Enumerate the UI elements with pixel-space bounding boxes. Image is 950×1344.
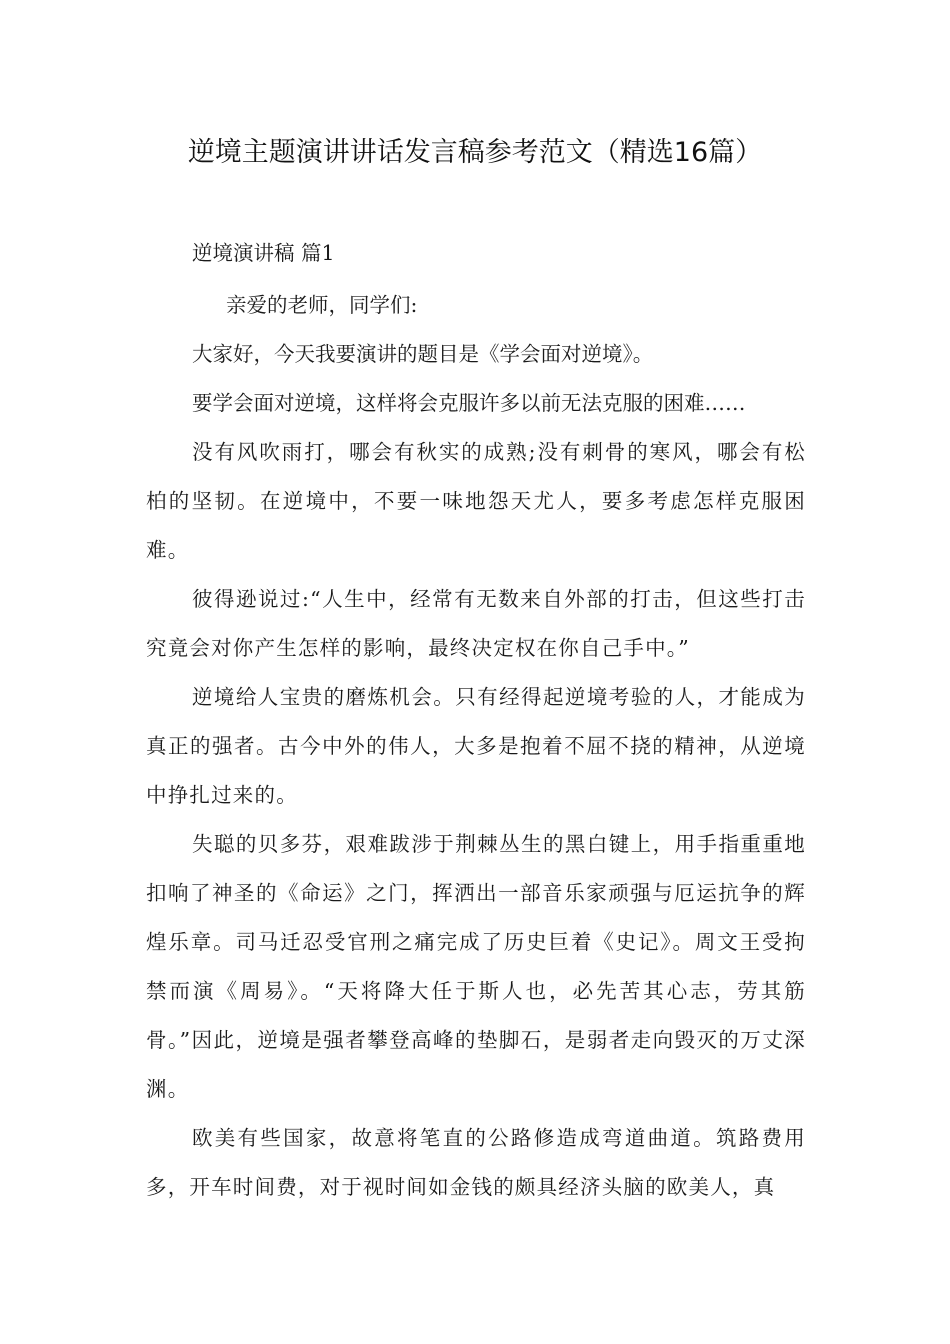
document-body (146, 235, 806, 1212)
document-title: 逆境主题演讲讲话发言稿参考范文（精选16篇） (187, 137, 763, 168)
paragraph: 欧美有些国家，故意将笔直的公路修造成弯道曲道。筑路费用多，开车时间费，对于视时间如金钱的颇具经济头脑的欧美人，真 (146, 1126, 806, 1199)
greeting-line: 亲爱的老师，同学们: (226, 293, 418, 317)
intro-line: 大家好，今天我要演讲的题目是《学会面对逆境》。 (192, 342, 654, 366)
paragraph: 彼得逊说过:“人生中，经常有无数来自外部的打击，但这些打击究竟会对你产生怎样的影响，最终决定权在你自己手中。” (146, 587, 806, 660)
section-heading: 逆境演讲稿 篇1 (192, 241, 335, 265)
lead-line: 要学会面对逆境，这样将会克服许多以前无法克服的困难…… (192, 391, 746, 415)
paragraph: 失聪的贝多芬，艰难跋涉于荆棘丛生的黑白键上，用手指重重地扣响了神圣的《命运》之门，挥洒出一部音乐家顽强与厄运抗争的辉煌乐章。司马迁忍受官刑之痛完成了历史巨着《史记》。周文王受拘禁而演《周易》。“天将降大任于斯人也，必先苦其心志，劳其筋骨。”因此，逆境是强者攀登高峰的垫脚石，是弱者走向毁灭的万丈深渊。 (146, 832, 806, 1101)
paragraph: 逆境给人宝贵的磨炼机会。只有经得起逆境考验的人，才能成为真正的强者。古今中外的伟人，大多是抱着不屈不挠的精神，从逆境中挣扎过来的。 (146, 685, 806, 807)
paragraph: 没有风吹雨打，哪会有秋实的成熟;没有刺骨的寒风，哪会有松柏的坚韧。在逆境中，不要一味地怨天尤人，要多考虑怎样克服困难。 (146, 440, 806, 562)
